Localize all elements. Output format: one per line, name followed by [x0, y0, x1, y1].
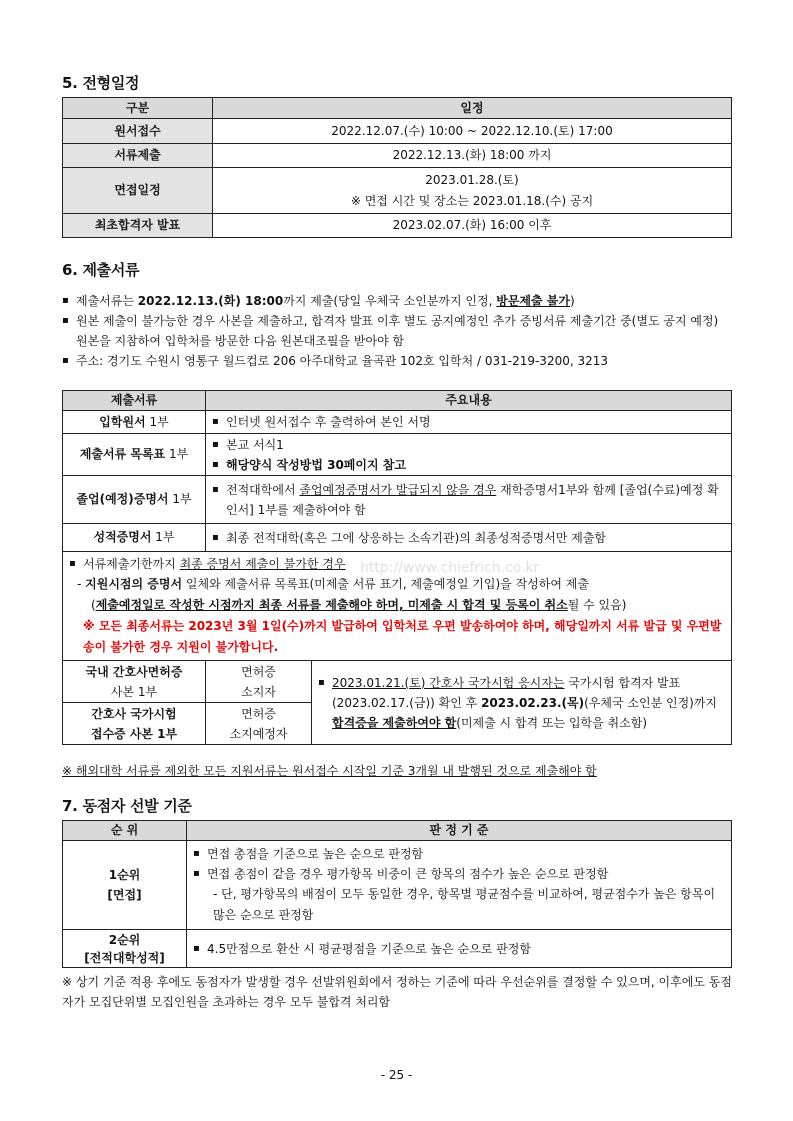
col-header: 제출서류	[63, 391, 206, 411]
text: 지원시점의 증명서	[85, 577, 183, 591]
text: (우체국 소인분 인정)까지	[584, 695, 718, 710]
sub-note: - 단, 평가항목의 배점이 모두 동일한 경우, 항목별 평균점수를 비교하여, 평균점수가 높은 항목이 많은 순으로 판정함	[213, 887, 716, 922]
col-header: 구분	[63, 98, 213, 119]
col-header: 주요내용	[206, 391, 732, 411]
col-header: 순 위	[63, 821, 187, 841]
text: 제출서류는	[76, 294, 138, 308]
text: 제출예정일로 작성한 시점까지 최종 서류를 제출해야 하며, 미제출 시 합격 및 등록이 취소	[95, 598, 568, 612]
section7-title: 7. 동점자 선발 기준	[62, 797, 192, 815]
deadline: 2022.12.13.(화) 18:00	[137, 294, 284, 308]
holder-label: 소지자	[241, 684, 276, 699]
exam-label: 간호사 국가시험	[91, 706, 177, 721]
text: 될 수 있음)	[567, 598, 627, 612]
holder-label: 면허증	[241, 664, 276, 679]
list-item: ▪ 원본 제출이 불가능한 경우 사본을 제출하고, 합격자 발표 이후 별도 공지예정인 추가 증빙서류 제출기간 중(별도 공지 예정) 원본을 지참하여 입학처를 방문한 다음 원본대조필을 받아야 함	[62, 311, 732, 351]
exam-label: 접수증 사본 1부	[90, 726, 178, 741]
list-item: ▪ 해당양식 작성방법 30페이지 참고	[212, 455, 725, 475]
row-label: 원서접수	[63, 119, 213, 144]
text: 국가시험 합격자 발표(2023.02.17.(금)) 확인 후	[332, 675, 681, 710]
schedule-table	[62, 97, 732, 238]
row-label: 최초합격자 발표	[63, 214, 213, 238]
text: 합격증을 제출하여야 함	[332, 715, 457, 730]
tiebreak-table	[62, 820, 732, 968]
rank-label: [전적대학성적]	[84, 950, 165, 965]
list-item: ▪ 면접 총점을 기준으로 높은 순으로 판정함	[193, 844, 725, 864]
col-header: 판 정 기 준	[187, 821, 732, 841]
row-value: 2022.12.13.(화) 18:00 까지	[213, 144, 732, 168]
list-item: ▪ 본교 서식1	[212, 435, 725, 455]
doc-count: 1부	[151, 530, 175, 544]
text: 재학증명서1부와 함께 [졸업(수료)예정 확인서] 1부를 제출하여야 함	[226, 482, 719, 517]
overseas-note: ※ 해외대학 서류를 제외한 모든 지원서류는 원서접수 시작일 기준 3개월 내 발행된 것으로 제출해야 함	[62, 764, 597, 778]
rank-label: 2순위	[108, 932, 141, 947]
text: (미제출 시 합격 또는 입학을 취소함)	[456, 715, 648, 730]
section6-title: 6. 제출서류	[62, 261, 140, 279]
text: 서류제출기한까지	[83, 557, 180, 571]
doc-name: 제출서류 목록표	[79, 447, 166, 461]
col-header: 일정	[213, 98, 732, 119]
text: 졸업예정증명서가 발급되지 않을 경우	[299, 482, 497, 497]
row-value-note: ※ 면접 시간 및 장소는 2023.01.18.(수) 공지	[350, 193, 594, 208]
rank-label: 1순위	[108, 868, 141, 882]
list-item	[212, 480, 725, 520]
tiebreak-note: ※ 상기 기준 적용 후에도 동점자가 발생할 경우 선발위원회에서 정하는 기준에 따라 우선순위를 결정할 수 있으며, 이후에도 동점자가 모집단위별 모집인원을 초과하는 경우 모두 불합격 처리함	[62, 975, 732, 1009]
list-item: ▪ 면접 총점이 같을 경우 평가항목 비중이 큰 항목의 점수가 높은 순으로 판정함	[193, 864, 725, 884]
text: -	[77, 577, 86, 591]
warning-note: ※ 모든 최종서류는 2023년 3월 1일(수)까지 발급하여 입학처로 우편 발송하여야 하며, 해당일까지 서류 발급 및 우편발송이 불가한 경우 지원이 불가합니다.	[83, 619, 722, 654]
list-item: ▪ 주소: 경기도 수원시 영통구 월드컵로 206 아주대학교 율곡관 102호 입학처 / 031-219-3200, 3213	[62, 351, 732, 371]
text: (	[91, 598, 96, 612]
license-label: 국내 간호사면허증	[85, 664, 183, 679]
rank-label: [면접]	[107, 888, 142, 902]
doc-name: 입학원서	[99, 414, 146, 429]
text: )	[569, 294, 575, 308]
text: 일체와 제출서류 목록표(미제출 서류 표기, 제출예정일 기입)을 작성하여 제출	[182, 577, 589, 591]
row-value: 2023.02.07.(화) 16:00 이후	[213, 214, 732, 238]
row-value: 2023.01.28.(토)	[425, 172, 519, 187]
holder-label: 면허증	[241, 706, 276, 721]
list-item	[318, 673, 725, 733]
holder-label: 소지예정자	[229, 726, 288, 741]
page-number: - 25 -	[380, 1068, 413, 1082]
doc-count: 1부	[168, 492, 192, 506]
note-line	[69, 595, 725, 616]
list-item	[62, 291, 732, 311]
list-item: ▪ 4.5만점으로 환산 시 평균평점을 기준으로 높은 순으로 판정함	[193, 939, 725, 959]
doc-count: 1부	[165, 447, 189, 461]
list-item: ▪ 인터넷 원서접수 후 출력하여 본인 서명	[212, 412, 725, 432]
text: 전적대학에서	[226, 482, 300, 497]
row-label: 서류제출	[63, 144, 213, 168]
text: 최종 증명서 제출이 불가한 경우	[179, 557, 346, 571]
doc-name: 성적증명서	[93, 530, 152, 544]
submission-notes	[62, 291, 732, 371]
watermark: http://www.chiefrich.co.kr	[360, 560, 540, 576]
section5-title: 5. 전형일정	[62, 74, 140, 92]
row-label: 면접일정	[63, 168, 213, 214]
license-label: 사본 1부	[110, 684, 158, 699]
doc-count: 1부	[145, 414, 169, 429]
doc-name: 졸업(예정)증명서	[76, 492, 169, 506]
text: 2023.02.23.(목)	[481, 695, 585, 710]
note-line	[69, 574, 725, 595]
text: 까지 제출(당일 우체국 소인분까지 인정,	[283, 294, 497, 308]
row-value: 2022.12.07.(수) 10:00 ~ 2022.12.10.(토) 17:00	[213, 119, 732, 144]
text: 2023.01.21.(토) 간호사 국가시험 응시자는	[332, 675, 565, 690]
list-item: ▪ 최종 전적대학(혹은 그에 상응하는 소속기관)의 최종성적증명서만 제출함	[212, 528, 725, 548]
no-visit-note: 방문제출 불가	[496, 294, 570, 308]
